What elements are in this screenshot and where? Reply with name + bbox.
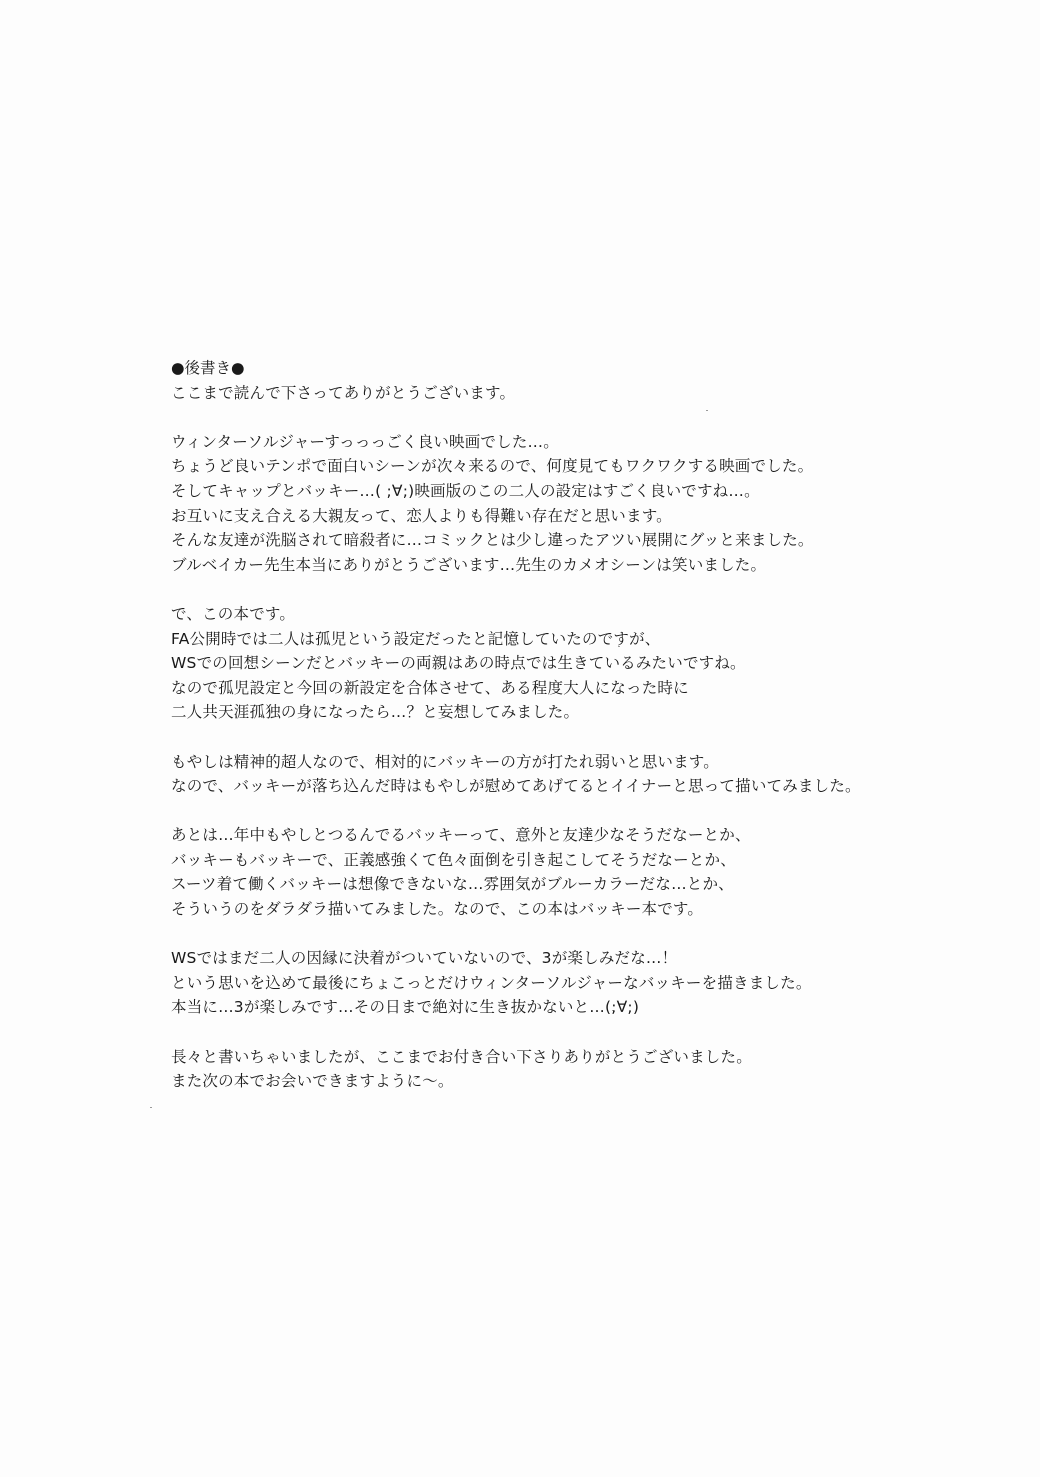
text-line: あとは…年中もやしとつるんでるバッキーって、意外と友達少なそうだなーとか、 (171, 826, 751, 845)
paragraph-book (171, 602, 971, 725)
text-line: もやしは精神的超人なので、相対的にバッキーの方が打たれ弱いと思います。 (171, 752, 719, 771)
text-line: そんな友達が洗脳されて暗殺者に…コミックとは少し違ったアツい展開にグッと来ました。 (171, 531, 814, 550)
paragraph-gap (171, 922, 971, 947)
text-line: そういうのをダラダラ描いてみました。なので、この本はバッキー本です。 (171, 900, 704, 919)
paragraph-sequel (171, 946, 971, 1020)
text-line: WSでの回想シーンだとバッキーの両親はあの時点では生きているみたいですね。 (171, 654, 746, 673)
text-line: ブルベイカー先生本当にありがとうございます…先生のカメオシーンは笑いました。 (171, 555, 767, 574)
paragraph-gap (171, 725, 971, 750)
text-line: なので孤児設定と今回の新設定を合体させて、ある程度大人になった時に (171, 678, 689, 697)
text-line: また次の本でお会いできますように～。 (171, 1072, 454, 1091)
scan-speck (150, 1107, 152, 1108)
text-line: WSではまだ二人の因縁に決着がついていないので、3が楽しみだな…！ (171, 949, 678, 968)
text-line: お互いに支え合える大親友って、恋人よりも得難い存在だと思います。 (171, 506, 672, 525)
text-line: 二人共天涯孤独の身になったら…？と妄想してみました。 (171, 703, 580, 722)
paragraph-bucky (171, 823, 971, 921)
paragraph-gap (171, 1020, 971, 1045)
text-line: そしてキャップとバッキー…( ;∀;)映画版のこの二人の設定はすごく良いですね…。 (171, 481, 760, 500)
afterword-heading: ●後書き● (171, 359, 245, 377)
text-line: FA公開時では二人は孤児という設定だったと記憶していたのですが、 (171, 629, 661, 648)
paragraph-movie (171, 430, 971, 578)
text-line: バッキーもバッキーで、正義感強くて色々面倒を引き起こしてそうだなーとか、 (171, 850, 736, 869)
text-line: という思いを込めて最後にちょこっとだけウィンターソルジャーなバッキーを描きました。 (171, 973, 812, 992)
text-line: ウィンターソルジャーすっっっごく良い映画でした…。 (171, 432, 559, 451)
text-line: ここまで読んで下さってありがとうございます。 (171, 383, 516, 402)
afterword-block (171, 356, 971, 1094)
paragraph-thanks (171, 381, 971, 406)
text-line: 長々と書いちゃいましたが、ここまでお付き合い下さりありがとうございました。 (171, 1047, 752, 1066)
text-line: スーツ着て働くバッキーは想像できないな…雰囲気がブルーカラーだな…とか、 (171, 875, 734, 894)
paragraph-gap (171, 799, 971, 824)
text-line: なので、バッキーが落ち込んだ時はもやしが慰めてあげてるとイイナーと思って描いてみました。 (171, 777, 861, 796)
text-line: ちょうど良いテンポで面白いシーンが次々来るので、何度見てもワクワクする映画でした。 (171, 457, 814, 476)
text-line: 本当に…3が楽しみです…その日まで絶対に生き抜かないと…(;∀;) (171, 998, 640, 1017)
text-line: で、この本です。 (171, 604, 296, 623)
paragraph-moyashi (171, 750, 971, 799)
paragraph-closing (171, 1045, 971, 1094)
paragraph-gap (171, 405, 971, 430)
paragraph-gap (171, 577, 971, 602)
